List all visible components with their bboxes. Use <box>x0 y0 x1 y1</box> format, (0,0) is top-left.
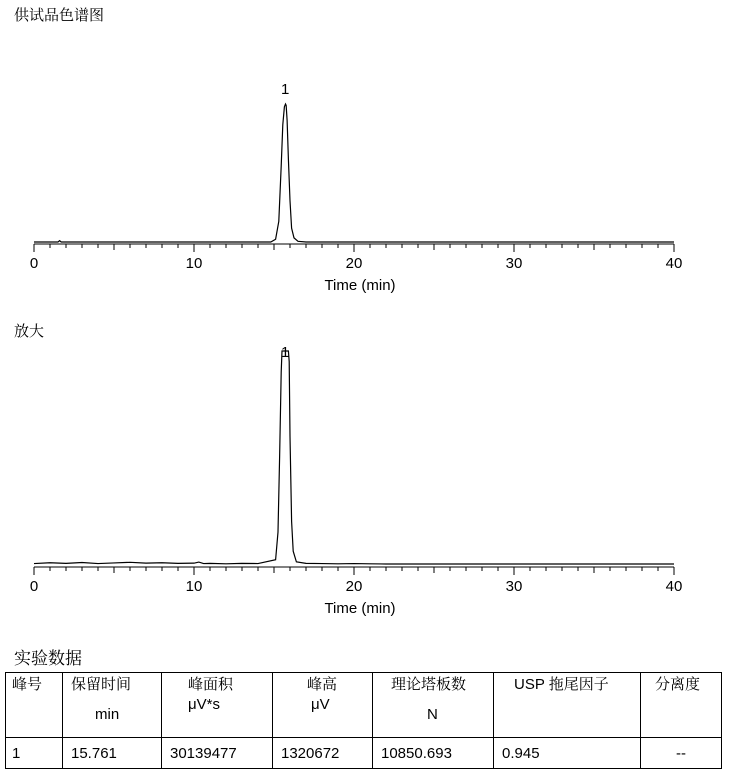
header-cell-resolution <box>641 673 722 738</box>
x-axis-label: Time (min) <box>324 277 396 294</box>
cell-retention-time <box>63 738 162 769</box>
results-table <box>5 672 722 769</box>
cell-value: 30139477 <box>170 744 237 762</box>
x-tick-label: 30 <box>505 578 523 595</box>
header-unit: N <box>427 706 438 723</box>
x-tick-label: 0 <box>29 578 39 595</box>
x-tick-label: 10 <box>185 255 203 272</box>
cell-peak-height <box>273 738 373 769</box>
cell-usp-tailing <box>494 738 641 769</box>
x-tick-label: 40 <box>665 255 683 272</box>
header-label: 峰号 <box>12 676 43 693</box>
x-tick-label: 10 <box>185 578 203 595</box>
x-tick-label: 30 <box>505 255 523 272</box>
header-cell-usp-tailing <box>494 673 641 738</box>
cell-value: 10850.693 <box>381 744 452 762</box>
header-unit: μV <box>311 696 330 713</box>
zoomed-chromatogram-title: 放大 <box>14 322 45 340</box>
cell-value: -- <box>676 744 686 762</box>
x-tick-label: 0 <box>29 255 39 272</box>
cell-resolution <box>641 738 722 769</box>
experiment-data-title: 实验数据 <box>14 649 82 669</box>
zoomed-chromatogram-chart <box>0 335 746 630</box>
header-cell-peak-height <box>273 673 373 738</box>
header-cell-retention-time <box>63 673 162 738</box>
cell-value: 1320672 <box>281 744 340 762</box>
cell-value: 15.761 <box>71 744 117 762</box>
cell-plate-number <box>373 738 494 769</box>
peak-label: 1 <box>281 81 290 98</box>
x-tick-label: 20 <box>345 255 363 272</box>
x-tick-label: 20 <box>345 578 363 595</box>
x-tick-label: 40 <box>665 578 683 595</box>
x-axis-label: Time (min) <box>324 600 396 617</box>
cell-peak-no <box>6 738 63 769</box>
table-row <box>6 738 722 769</box>
header-unit: μV*s <box>188 696 220 713</box>
cell-value: 1 <box>12 744 21 762</box>
header-unit: min <box>95 706 120 723</box>
cell-value: 0.945 <box>502 744 540 762</box>
peak-label: 1 <box>281 344 290 361</box>
chromatogram-trace <box>34 351 674 564</box>
sample-chromatogram-title: 供试品色谱图 <box>14 6 105 24</box>
header-label: 保留时间 <box>71 676 132 693</box>
header-cell-peak-no <box>6 673 63 738</box>
header-label: USP 拖尾因子 <box>514 676 609 693</box>
header-cell-peak-area <box>162 673 273 738</box>
chromatogram-trace <box>34 104 674 242</box>
header-label: 分离度 <box>655 676 701 693</box>
header-label: 峰高 <box>307 676 338 693</box>
sample-chromatogram-chart <box>0 70 746 310</box>
cell-peak-area <box>162 738 273 769</box>
header-label: 理论塔板数 <box>391 676 467 693</box>
header-cell-plate-number <box>373 673 494 738</box>
table-header-row <box>6 673 722 738</box>
header-label: 峰面积 <box>188 676 234 693</box>
